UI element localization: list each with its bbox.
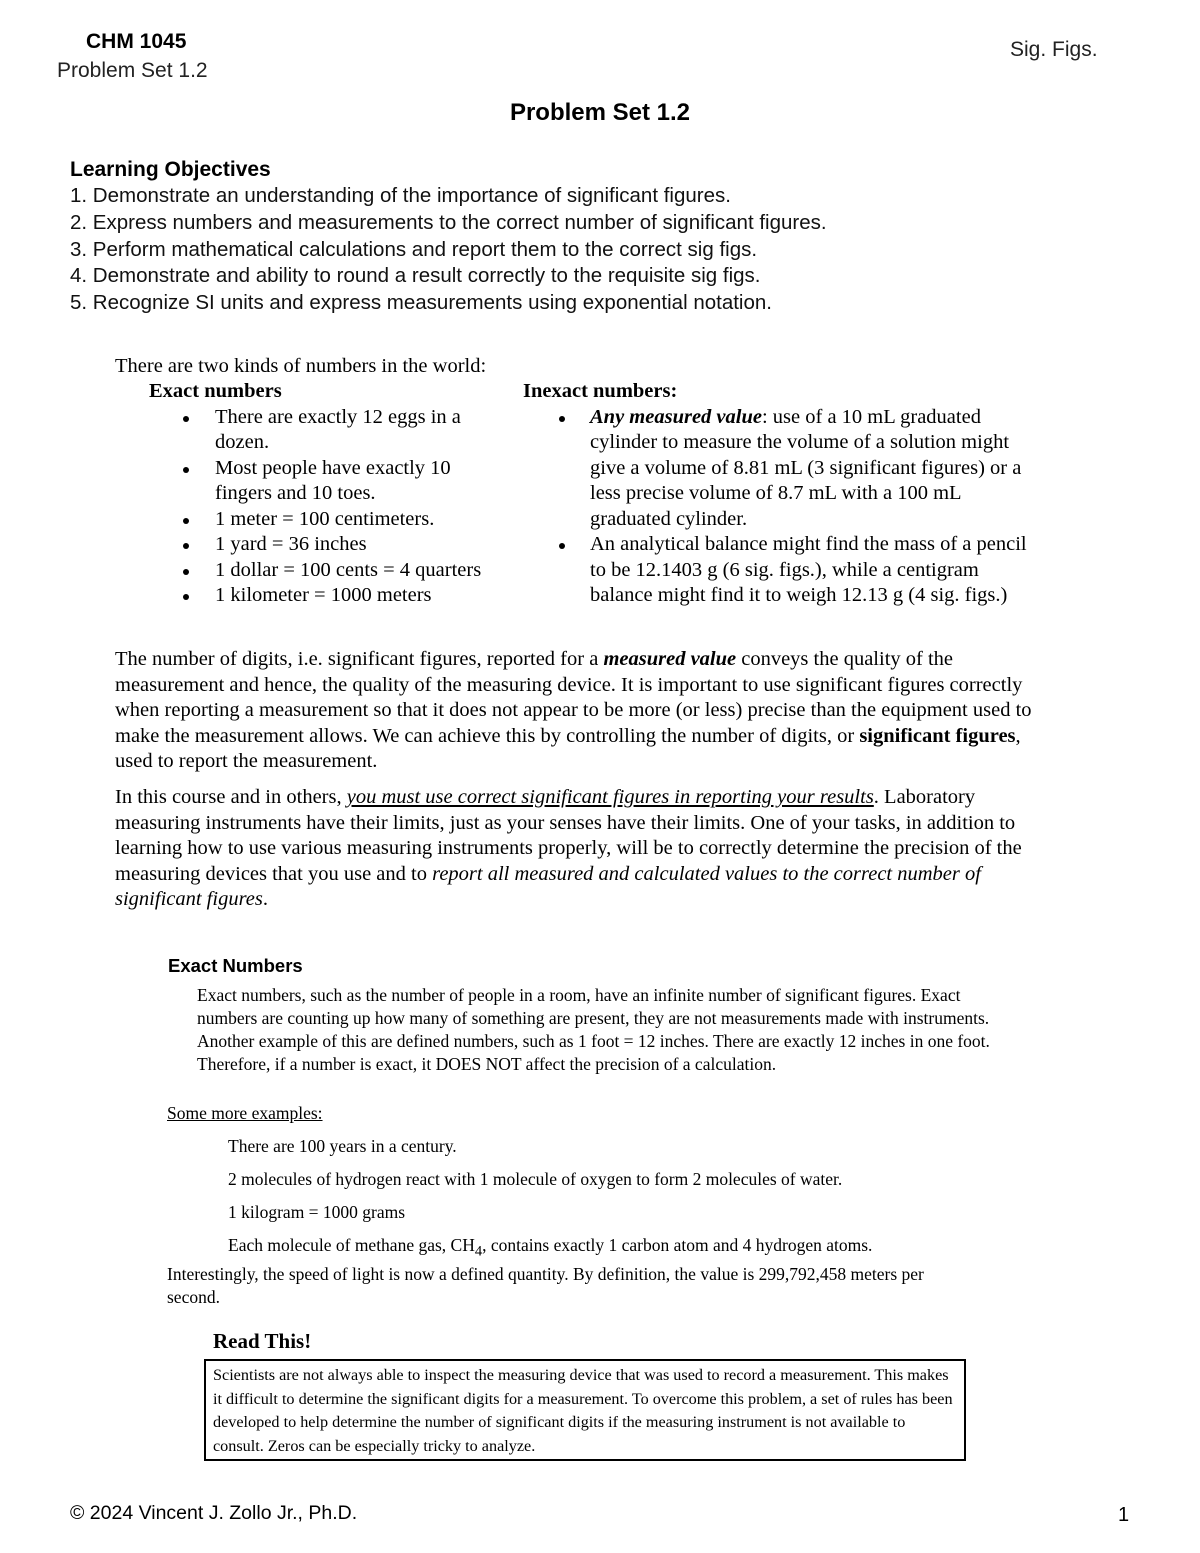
example-item: 2 molecules of hydrogen react with 1 molecule of oxygen to form 2 molecules of water.	[228, 1169, 843, 1189]
bullet-icon	[183, 467, 189, 473]
learning-objectives	[70, 157, 1130, 317]
significant-figures-paragraph: The number of digits, i.e. significant figures, reported for a measured value conveys the quality of the measurement and hence, the quality of the measuring device. It is important to use significant figures correctly when reporting a measurement so that it does not appear to be more (or less) precise than the equipment used to make the measurement allows. We can achieve this by controlling the number of digits, or significant figures, used to report the measurement.	[115, 648, 1032, 773]
objective-item: 3. Perform mathematical calculations and report them to the correct sig figs.	[70, 237, 758, 261]
page-title: Problem Set 1.2	[509, 99, 691, 126]
objective-item: 4. Demonstrate and ability to round a result correctly to the requisite sig figs.	[70, 264, 761, 288]
list-item: Any measured value: use of a 10 mL graduated cylinder to measure the volume of a solution might give a volume of 8.81 mL (3 significant figures) or a less precise volume of 8.7 mL with a 100 mL graduated cylinder.	[523, 405, 1043, 533]
inexact-numbers-list	[523, 405, 1043, 609]
bullet-icon	[183, 416, 189, 422]
inexact-numbers-column	[523, 379, 1043, 609]
exact-numbers-heading: Exact numbers	[149, 380, 282, 402]
list-item: There are exactly 12 eggs in a dozen.	[149, 405, 509, 456]
exact-numbers-list	[149, 405, 509, 609]
numbers-intro: There are two kinds of numbers in the world:	[115, 355, 487, 377]
objective-item: 5. Recognize SI units and express measurements using exponential notation.	[70, 291, 772, 315]
example-item: There are 100 years in a century.	[228, 1136, 457, 1156]
objective-item: 1. Demonstrate an understanding of the importance of significant figures.	[70, 184, 731, 207]
example-item: 1 kilogram = 1000 grams	[228, 1202, 406, 1222]
header-topic: Sig. Figs.	[1010, 38, 1098, 61]
bullet-icon	[559, 543, 565, 549]
speed-of-light-paragraph: Interestingly, the speed of light is now a defined quantity. By definition, the value is 299,792,458 meters per second.	[167, 1264, 924, 1307]
objective-item: 2. Express numbers and measurements to the correct number of significant figures.	[70, 210, 827, 234]
objectives-heading: Learning Objectives	[70, 158, 271, 181]
objectives-list	[70, 183, 1130, 317]
list-item: Most people have exactly 10 fingers and 10 toes.	[149, 456, 509, 507]
page-number: 1	[1118, 1504, 1130, 1526]
read-this-heading: Read This!	[213, 1329, 312, 1353]
bullet-icon	[183, 569, 189, 575]
course-subtitle: Problem Set 1.2	[57, 59, 208, 82]
list-item: 1 meter = 100 centimeters.	[149, 507, 509, 533]
course-code: CHM 1045	[86, 30, 187, 53]
exact-numbers-section-heading: Exact Numbers	[168, 955, 303, 976]
list-item: 1 dollar = 100 cents = 4 quarters	[149, 558, 509, 584]
exact-numbers-body: Exact numbers, such as the number of people in a room, have an infinite number of significant figures. Exact numbers are counting up how many of something are present, they are not measurements made with instruments. Another example of this are defined numbers, such as 1 foot = 12 inches. There are exactly 12 inches in one foot. Therefore, if a number is exact, it DOES NOT affect the precision of a calculation.	[197, 985, 990, 1074]
inexact-numbers-heading: Inexact numbers:	[523, 380, 678, 402]
bullet-icon	[183, 543, 189, 549]
bullet-icon	[183, 518, 189, 524]
list-item: 1 kilometer = 1000 meters	[149, 583, 509, 609]
course-requirements-paragraph: In this course and in others, you must use correct significant figures in reporting your results. Laboratory measuring instruments have their limits, just as your senses have their limits. One of your tasks, in addition to learning how to use various measuring instruments properly, will be to correctly determine the precision of the measuring devices that you use and to report all measured and calculated values to the correct number of significant figures.	[115, 786, 1022, 911]
read-this-box: Scientists are not always able to inspect the measuring device that was used to record a measurement. This makes it difficult to determine the significant digits for a measurement. To overcome this problem, a set of rules has been developed to help determine the number of significant digits if the measuring instrument is not available to consult. Zeros can be especially tricky to analyze.	[204, 1359, 966, 1461]
exact-numbers-column	[149, 379, 509, 609]
bullet-icon	[559, 416, 565, 422]
example-item: Each molecule of methane gas, $CH_4$, contains exactly 1 carbon atom and 4 hydrogen atoms.	[228, 1235, 873, 1260]
list-item: 1 yard = 36 inches	[149, 532, 509, 558]
more-examples-heading: Some more examples:	[167, 1103, 323, 1123]
copyright: © 2024 Vincent J. Zollo Jr., Ph.D.	[70, 1502, 358, 1524]
list-item: An analytical balance might find the mass of a pencil to be 12.1403 g (6 sig. figs.), while a centigram balance might find it to weigh 12.13 g (4 sig. figs.)	[523, 532, 1043, 609]
bullet-icon	[183, 594, 189, 600]
